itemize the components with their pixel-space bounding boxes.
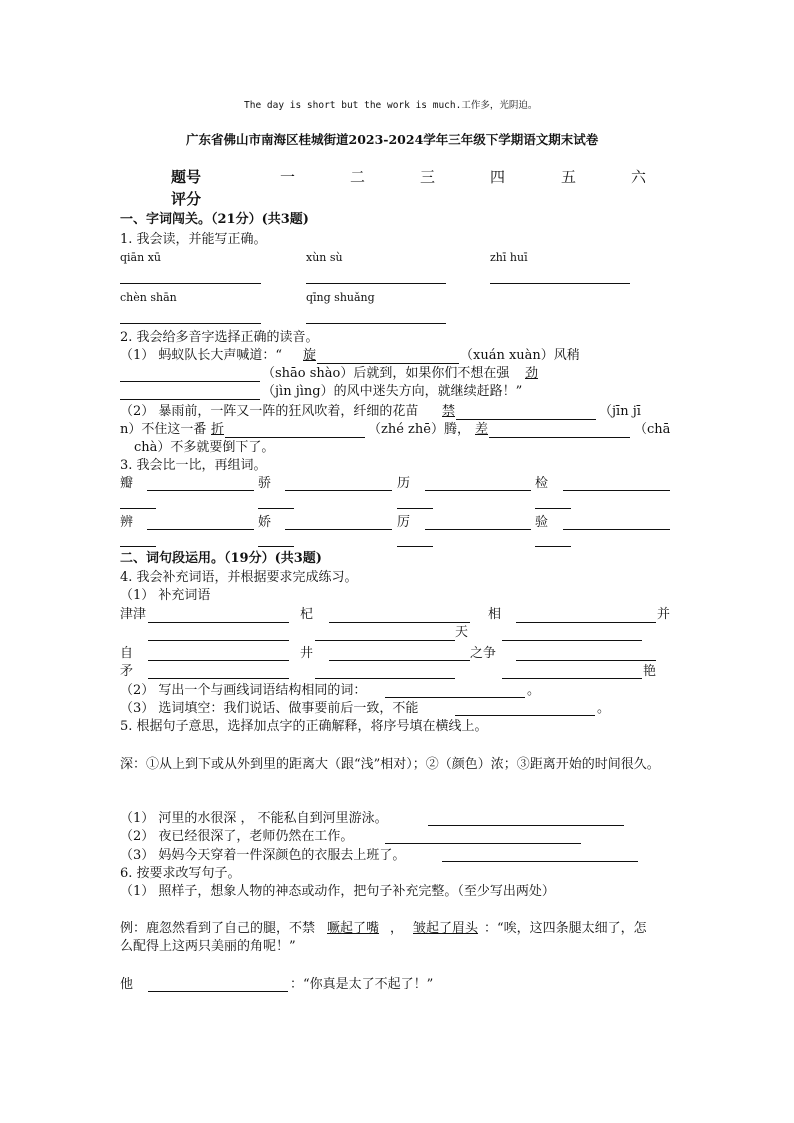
q1-stem: 1. 我会读，并能写正确。 bbox=[120, 232, 267, 247]
answer-line[interactable] bbox=[428, 825, 624, 826]
q6-example-e: ：“唉，这四条腿太细了，怎 bbox=[484, 921, 647, 936]
q2-p2-text-i: chà）不多就要倒下了。 bbox=[134, 440, 275, 455]
pinyin-1: qiān xū bbox=[120, 251, 161, 264]
answer-line[interactable] bbox=[563, 490, 670, 491]
q4-sub2: （2） 写出一个与画线词语结构相同的词： bbox=[120, 683, 367, 698]
answer-line[interactable] bbox=[456, 419, 596, 420]
answer-line[interactable] bbox=[535, 546, 571, 547]
q2-p2-text-d: n）不住这一番 bbox=[120, 422, 207, 437]
answer-line[interactable] bbox=[120, 546, 156, 547]
q4-word-xiang: 相 bbox=[488, 607, 502, 622]
answer-line[interactable] bbox=[258, 508, 294, 509]
q2-p1-text-f: （jìn jìng）的风中迷失方向，就继续赶路！” bbox=[262, 384, 523, 399]
q2-p2-text-a: （2） 暴雨前，一阵又一阵的狂风吹着，纤细的花苗 bbox=[120, 404, 419, 419]
answer-line[interactable] bbox=[490, 283, 630, 284]
answer-line[interactable] bbox=[147, 529, 254, 530]
q6-example-a: 例：鹿忽然看到了自己的腿，不禁 bbox=[120, 921, 316, 936]
q2-p1-char-jin: 劲 bbox=[525, 366, 539, 381]
section2-heading: 二、词句段运用。（19分）(共3题) bbox=[120, 551, 322, 566]
score-col-5: 五 bbox=[561, 168, 577, 186]
q4-word-jing: 井 bbox=[300, 646, 314, 661]
answer-line[interactable] bbox=[148, 640, 289, 641]
answer-line[interactable] bbox=[516, 660, 656, 661]
answer-line[interactable] bbox=[120, 283, 261, 284]
q2-p2-text-c: （jīn jī bbox=[599, 404, 641, 419]
answer-line[interactable] bbox=[120, 508, 156, 509]
answer-line[interactable] bbox=[148, 991, 288, 992]
answer-line[interactable] bbox=[502, 678, 642, 679]
q4-stem: 4. 我会补充词语，并根据要求完成练习。 bbox=[120, 570, 358, 585]
q6-stem: 6. 按要求改写句子。 bbox=[120, 866, 241, 881]
score-row-label-score: 评分 bbox=[171, 190, 202, 208]
q4-word-qi: 杞 bbox=[300, 607, 314, 622]
answer-line[interactable] bbox=[147, 490, 254, 491]
q3-char: 验 bbox=[535, 515, 549, 530]
answer-line[interactable] bbox=[148, 660, 289, 661]
q6-example-c: ， bbox=[390, 921, 404, 936]
q3-char: 历 bbox=[397, 476, 411, 491]
answer-line[interactable] bbox=[502, 640, 642, 641]
answer-line[interactable] bbox=[306, 283, 446, 284]
q5-stem: 5. 根据句子意思，选择加点字的正确解释，将序号填在横线上。 bbox=[120, 719, 488, 734]
q3-stem: 3. 我会比一比，再组词。 bbox=[120, 458, 267, 473]
q3-char: 厉 bbox=[397, 515, 411, 530]
q4-sub1: （1） 补充词语 bbox=[120, 588, 211, 603]
answer-line[interactable] bbox=[258, 546, 294, 547]
q5-definition: 深：①从上到下或从外到里的距离大（跟“浅”相对）；②（颜色）浓；③距离开始的时间很久。 bbox=[120, 757, 660, 772]
score-row-label-number: 题号 bbox=[171, 168, 202, 186]
answer-line[interactable] bbox=[148, 622, 289, 623]
answer-line[interactable] bbox=[120, 381, 260, 382]
q2-p2-text-h: （chā bbox=[634, 422, 671, 437]
q4-sub3-period: 。 bbox=[597, 701, 611, 716]
answer-line[interactable] bbox=[225, 437, 365, 438]
q3-char: 瓣 bbox=[120, 476, 134, 491]
q2-p1-char-xuan: 旋 bbox=[303, 348, 317, 363]
q4-word-zhizheng: 之争 bbox=[470, 646, 497, 661]
page-title: 广东省佛山市南海区桂城街道2023-2024学年三年级下学期语文期末试卷 bbox=[186, 132, 599, 147]
answer-line[interactable] bbox=[397, 546, 433, 547]
q5-sentence-1: （1） 河里的水很深 ， 不能私自到河里游泳。 bbox=[120, 811, 388, 826]
q3-char: 检 bbox=[535, 476, 549, 491]
answer-line[interactable] bbox=[148, 678, 289, 679]
q2-p2-char-zhe: 折 bbox=[211, 422, 225, 437]
answer-line[interactable] bbox=[285, 490, 392, 491]
answer-line[interactable] bbox=[442, 861, 638, 862]
section1-heading: 一、字词闯关。（21分）(共3题) bbox=[120, 212, 309, 227]
header-motto: The day is short but the work is much.工作多，光阴迫。 bbox=[244, 100, 538, 111]
q4-word-zi: 自 bbox=[120, 646, 134, 661]
score-col-3: 三 bbox=[420, 168, 436, 186]
q5-sentence-2: （2） 夜已经很深了，老师仍然在工作。 bbox=[120, 829, 354, 844]
score-col-4: 四 bbox=[490, 168, 506, 186]
answer-line[interactable] bbox=[385, 843, 581, 844]
answer-line[interactable] bbox=[425, 490, 531, 491]
answer-line[interactable] bbox=[455, 715, 595, 716]
answer-line[interactable] bbox=[516, 622, 656, 623]
answer-line[interactable] bbox=[120, 399, 260, 400]
answer-line[interactable] bbox=[385, 697, 525, 698]
answer-line[interactable] bbox=[329, 660, 470, 661]
answer-line[interactable] bbox=[397, 508, 433, 509]
q4-word-jinjin: 津津 bbox=[120, 607, 147, 622]
answer-line[interactable] bbox=[315, 640, 455, 641]
answer-line[interactable] bbox=[285, 529, 392, 530]
answer-line[interactable] bbox=[535, 508, 571, 509]
q4-sub3: （3） 选词填空：我们说话、做事要前后一致，不能 bbox=[120, 701, 419, 716]
q3-char: 辨 bbox=[120, 515, 134, 530]
q4-word-yan: 艳 bbox=[643, 664, 657, 679]
q2-p1-text-d: （shāo shào）后就到，如果你们不想在强 bbox=[262, 366, 510, 381]
pinyin-4: chèn shān bbox=[120, 291, 177, 304]
answer-line[interactable] bbox=[425, 529, 531, 530]
q6-example-d: 皱起了眉头 bbox=[413, 921, 479, 936]
answer-line[interactable] bbox=[317, 363, 459, 364]
pinyin-5: qīng shuǎng bbox=[306, 291, 375, 304]
q2-p2-char-cha: 差 bbox=[475, 422, 489, 437]
q4-word-tian: 天 bbox=[455, 625, 469, 640]
answer-line[interactable] bbox=[329, 622, 470, 623]
q2-p2-text-f: （zhé zhē）腾， bbox=[368, 422, 470, 437]
score-col-2: 二 bbox=[350, 168, 366, 186]
score-col-1: 一 bbox=[280, 168, 296, 186]
answer-line[interactable] bbox=[306, 323, 446, 324]
q6-example-f: 么配得上这两只美丽的角呢！” bbox=[120, 939, 296, 954]
q2-p2-char-jin: 禁 bbox=[442, 404, 456, 419]
q2-stem: 2. 我会给多音字选择正确的读音。 bbox=[120, 330, 319, 345]
answer-line[interactable] bbox=[120, 323, 261, 324]
q5-sentence-3: （3） 妈妈今天穿着一件深颜色的衣服去上班了。 bbox=[120, 848, 406, 863]
q2-p1-text-a: （1） 蚂蚁队长大声喊道：“ bbox=[120, 348, 283, 363]
pinyin-2: xùn sù bbox=[306, 251, 343, 264]
q6-example-b: 噘起了嘴 bbox=[327, 921, 380, 936]
pinyin-3: zhī huī bbox=[490, 251, 528, 264]
q3-char: 骄 bbox=[258, 476, 272, 491]
q2-p1-text-c: （xuán xuàn）风稍 bbox=[460, 348, 580, 363]
q4-word-mao: 矛 bbox=[120, 664, 134, 679]
score-col-6: 六 bbox=[631, 168, 647, 186]
q6-sub1: （1） 照样子，想象人物的神态或动作，把句子补充完整。（至少写出两处） bbox=[120, 884, 555, 899]
answer-line[interactable] bbox=[563, 529, 670, 530]
q6-he: 他 bbox=[120, 977, 134, 992]
answer-line[interactable] bbox=[315, 678, 455, 679]
q6-he-quote: ：“你真是太了不起了！” bbox=[290, 977, 434, 992]
q3-char: 娇 bbox=[258, 515, 272, 530]
answer-line[interactable] bbox=[489, 437, 630, 438]
q4-sub2-period: 。 bbox=[527, 683, 541, 698]
q4-word-bing: 并 bbox=[657, 607, 671, 622]
